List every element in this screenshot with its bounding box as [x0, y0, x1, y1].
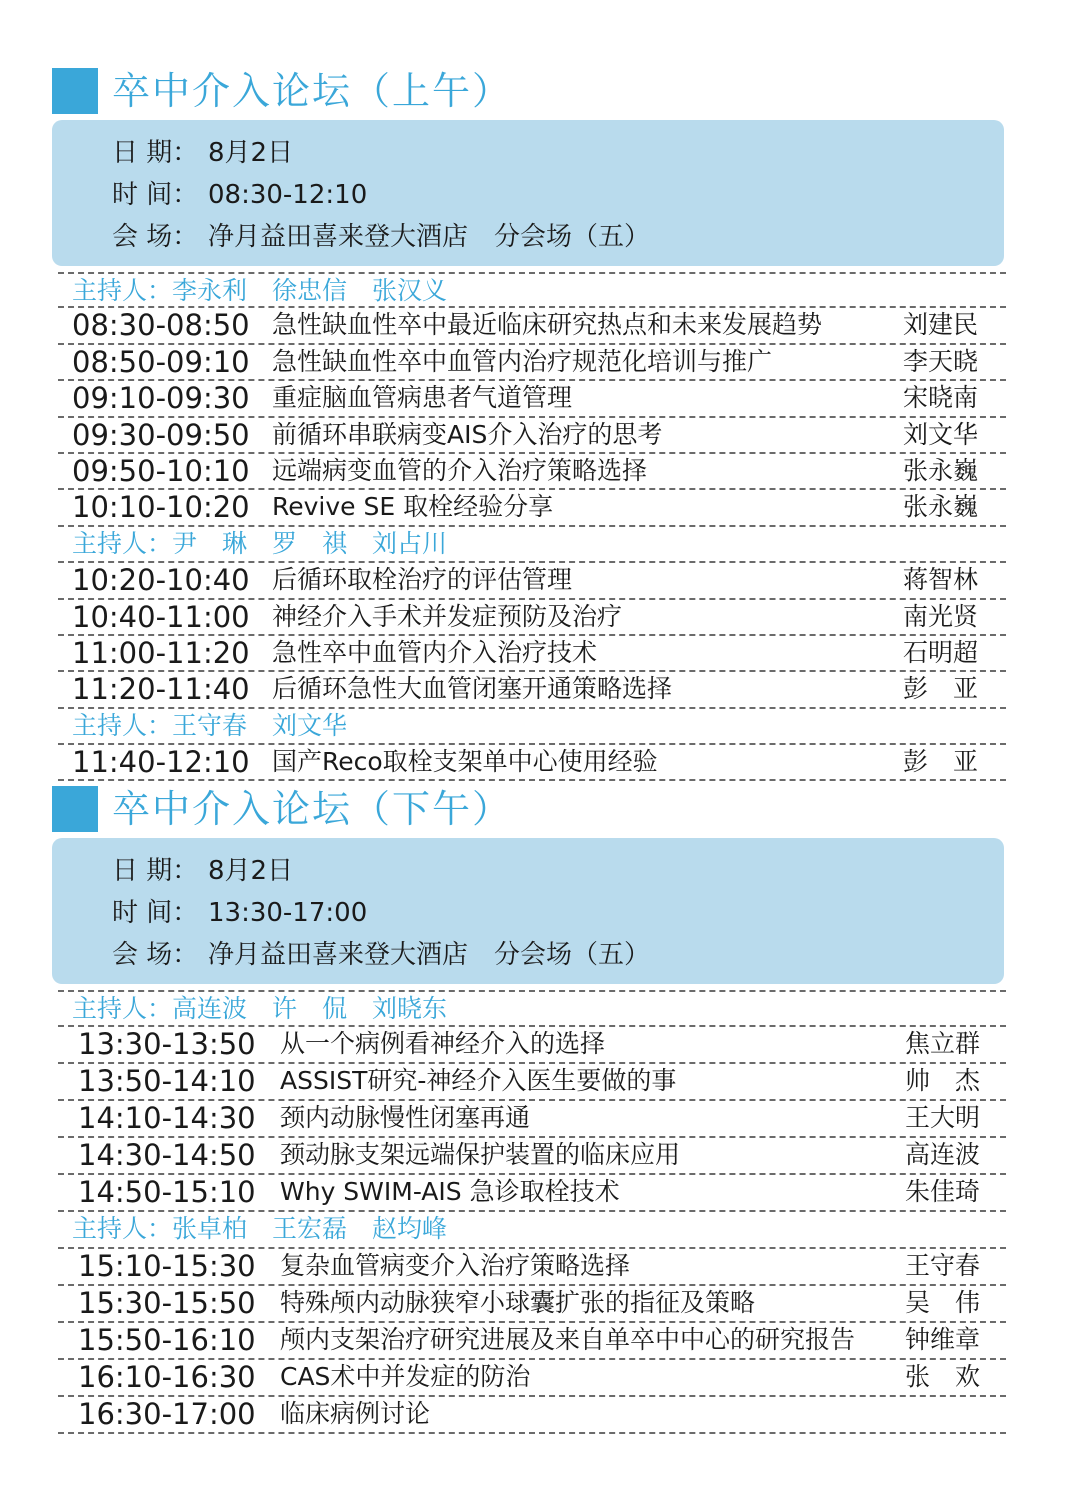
date-value: 8月2日: [208, 856, 294, 886]
talk-speaker: 刘建民: [902, 310, 978, 340]
schedule-row: [58, 454, 1006, 490]
talk-time: 14:10-14:30: [78, 1101, 256, 1135]
talk-speaker: 南光贤: [902, 601, 978, 631]
talk-topic: Revive SE 取栓经验分享: [272, 492, 554, 522]
talk-speaker: 张永巍: [902, 455, 978, 485]
host-names: 主持人：王守春 刘文华: [72, 710, 348, 740]
talk-time: 10:40-11:00: [72, 599, 250, 634]
talk-speaker: 石明超: [902, 637, 978, 667]
schedule-row: [58, 600, 1006, 636]
talk-time: 15:30-15:50: [78, 1286, 256, 1320]
host-names: 主持人：李永利 徐忠信 张汉义: [72, 276, 448, 305]
section-title: 卒中介入论坛（下午）: [112, 787, 513, 831]
host-row: [58, 990, 1006, 1027]
schedule-row: [58, 490, 1006, 526]
talk-topic: 从一个病例看神经介入的选择: [280, 1029, 606, 1058]
section-title: 卒中介入论坛（上午）: [112, 69, 513, 113]
talk-speaker: 高连波: [904, 1140, 980, 1169]
talk-time: 16:30-17:00: [78, 1397, 256, 1431]
venue-label: 会 场：: [112, 940, 199, 970]
talk-topic: 神经介入手术并发症预防及治疗: [272, 601, 623, 631]
talk-speaker: 蒋智林: [902, 565, 978, 595]
date-label: 日 期：: [112, 856, 199, 886]
date-row: [112, 854, 293, 888]
time-label: 时 间：: [112, 898, 199, 928]
schedule-list: [58, 272, 1006, 781]
schedule-row: [58, 1323, 1006, 1360]
host-row: [58, 527, 1006, 563]
talk-topic: 急性卒中血管内介入治疗技术: [272, 637, 598, 667]
talk-topic: 颈动脉支架远端保护装置的临床应用: [280, 1140, 681, 1169]
talk-speaker: 张 欢: [904, 1362, 980, 1391]
date-value: 8月2日: [208, 138, 294, 168]
talk-speaker: 吴 伟: [904, 1288, 980, 1317]
talk-speaker: 朱佳琦: [904, 1177, 980, 1206]
venue-row: [112, 938, 650, 972]
talk-topic: 国产Reco取栓支架单中心使用经验: [272, 747, 658, 777]
talk-time: 15:50-16:10: [78, 1323, 256, 1357]
schedule-row: [58, 308, 1006, 344]
talk-time: 11:20-11:40: [72, 672, 250, 707]
talk-time: 14:30-14:50: [78, 1138, 256, 1172]
talk-time: 10:10-10:20: [72, 490, 250, 525]
talk-topic: Why SWIM-AIS 急诊取栓技术: [280, 1177, 620, 1206]
venue-label: 会 场：: [112, 222, 199, 252]
talk-topic: 复杂血管病变介入治疗策略选择: [280, 1251, 631, 1280]
talk-time: 11:00-11:20: [72, 635, 250, 670]
schedule-row: [58, 745, 1006, 781]
talk-topic: CAS术中并发症的防治: [280, 1362, 531, 1391]
section-title-bar: [52, 786, 752, 832]
venue-value: 净月益田喜来登大酒店 分会场（五）: [208, 940, 651, 970]
talk-time: 10:20-10:40: [72, 563, 250, 598]
schedule-row: [58, 1138, 1006, 1175]
session-info-box: [52, 120, 1004, 266]
talk-speaker: 张永巍: [902, 492, 978, 522]
schedule-row: [58, 1101, 1006, 1138]
talk-speaker: 彭 亚: [902, 674, 978, 704]
schedule-list: [58, 990, 1006, 1434]
talk-time: 08:30-08:50: [72, 308, 250, 343]
talk-speaker: 王大明: [904, 1103, 980, 1132]
talk-speaker: 宋晓南: [902, 383, 978, 413]
section-marker-square: [52, 68, 98, 114]
talk-topic: 颈内动脉慢性闭塞再通: [280, 1103, 531, 1132]
talk-time: 13:30-13:50: [78, 1027, 256, 1061]
talk-topic: ASSIST研究-神经介入医生要做的事: [280, 1066, 677, 1095]
time-label: 时 间：: [112, 180, 199, 210]
host-row: [58, 1212, 1006, 1249]
talk-topic: 急性缺血性卒中最近临床研究热点和未来发展趋势: [272, 310, 823, 340]
schedule-row: [58, 1175, 1006, 1212]
schedule-row: [58, 1397, 1006, 1434]
talk-speaker: 王守春: [904, 1251, 980, 1280]
talk-speaker: 焦立群: [904, 1029, 980, 1058]
talk-topic: 临床病例讨论: [280, 1399, 431, 1428]
schedule-row: [58, 381, 1006, 417]
schedule-row: [58, 563, 1006, 599]
section-marker-square: [52, 786, 98, 832]
schedule-row: [58, 672, 1006, 708]
talk-time: 11:40-12:10: [72, 745, 250, 780]
host-names: 主持人：尹 琳 罗 祺 刘占川: [72, 528, 448, 558]
talk-topic: 后循环急性大血管闭塞开通策略选择: [272, 674, 673, 704]
schedule-row: [58, 1064, 1006, 1101]
venue-value: 净月益田喜来登大酒店 分会场（五）: [208, 222, 651, 252]
talk-speaker: 帅 杰: [904, 1066, 980, 1095]
talk-speaker: 彭 亚: [902, 747, 978, 777]
schedule-row: [58, 418, 1006, 454]
talk-time: 14:50-15:10: [78, 1175, 256, 1209]
talk-topic: 远端病变血管的介入治疗策略选择: [272, 455, 648, 485]
talk-time: 09:30-09:50: [72, 417, 250, 452]
host-names: 主持人：张卓柏 王宏磊 赵均峰: [72, 1214, 448, 1243]
section-title-bar: [52, 68, 752, 114]
time-value: 13:30-17:00: [208, 898, 368, 928]
talk-topic: 后循环取栓治疗的评估管理: [272, 565, 573, 595]
date-row: [112, 136, 293, 170]
schedule-row: [58, 636, 1006, 672]
talk-speaker: 钟维章: [904, 1325, 980, 1354]
host-row: [58, 709, 1006, 745]
talk-topic: 前循环串联病变AIS介入治疗的思考: [272, 419, 663, 449]
talk-time: 08:50-09:10: [72, 344, 250, 379]
schedule-row: [58, 345, 1006, 381]
talk-speaker: 刘文华: [902, 419, 978, 449]
schedule-row: [58, 1249, 1006, 1286]
schedule-row: [58, 1360, 1006, 1397]
time-row: [112, 178, 367, 212]
venue-row: [112, 220, 650, 254]
time-value: 08:30-12:10: [208, 180, 368, 210]
session-info-box: [52, 838, 1004, 984]
talk-time: 13:50-14:10: [78, 1064, 256, 1098]
schedule-row: [58, 1286, 1006, 1323]
talk-time: 09:50-10:10: [72, 453, 250, 488]
talk-topic: 特殊颅内动脉狭窄小球囊扩张的指征及策略: [280, 1288, 756, 1317]
host-row: [58, 272, 1006, 308]
talk-topic: 重症脑血管病患者气道管理: [272, 383, 573, 413]
time-row: [112, 896, 367, 930]
talk-time: 15:10-15:30: [78, 1249, 256, 1283]
talk-time: 09:10-09:30: [72, 381, 250, 416]
talk-topic: 颅内支架治疗研究进展及来自单卒中中心的研究报告: [280, 1325, 856, 1354]
host-names: 主持人：高连波 许 侃 刘晓东: [72, 994, 448, 1023]
schedule-row: [58, 1027, 1006, 1064]
talk-topic: 急性缺血性卒中血管内治疗规范化培训与推广: [272, 346, 773, 376]
talk-time: 16:10-16:30: [78, 1360, 256, 1394]
date-label: 日 期：: [112, 138, 199, 168]
talk-speaker: 李天晓: [902, 346, 978, 376]
